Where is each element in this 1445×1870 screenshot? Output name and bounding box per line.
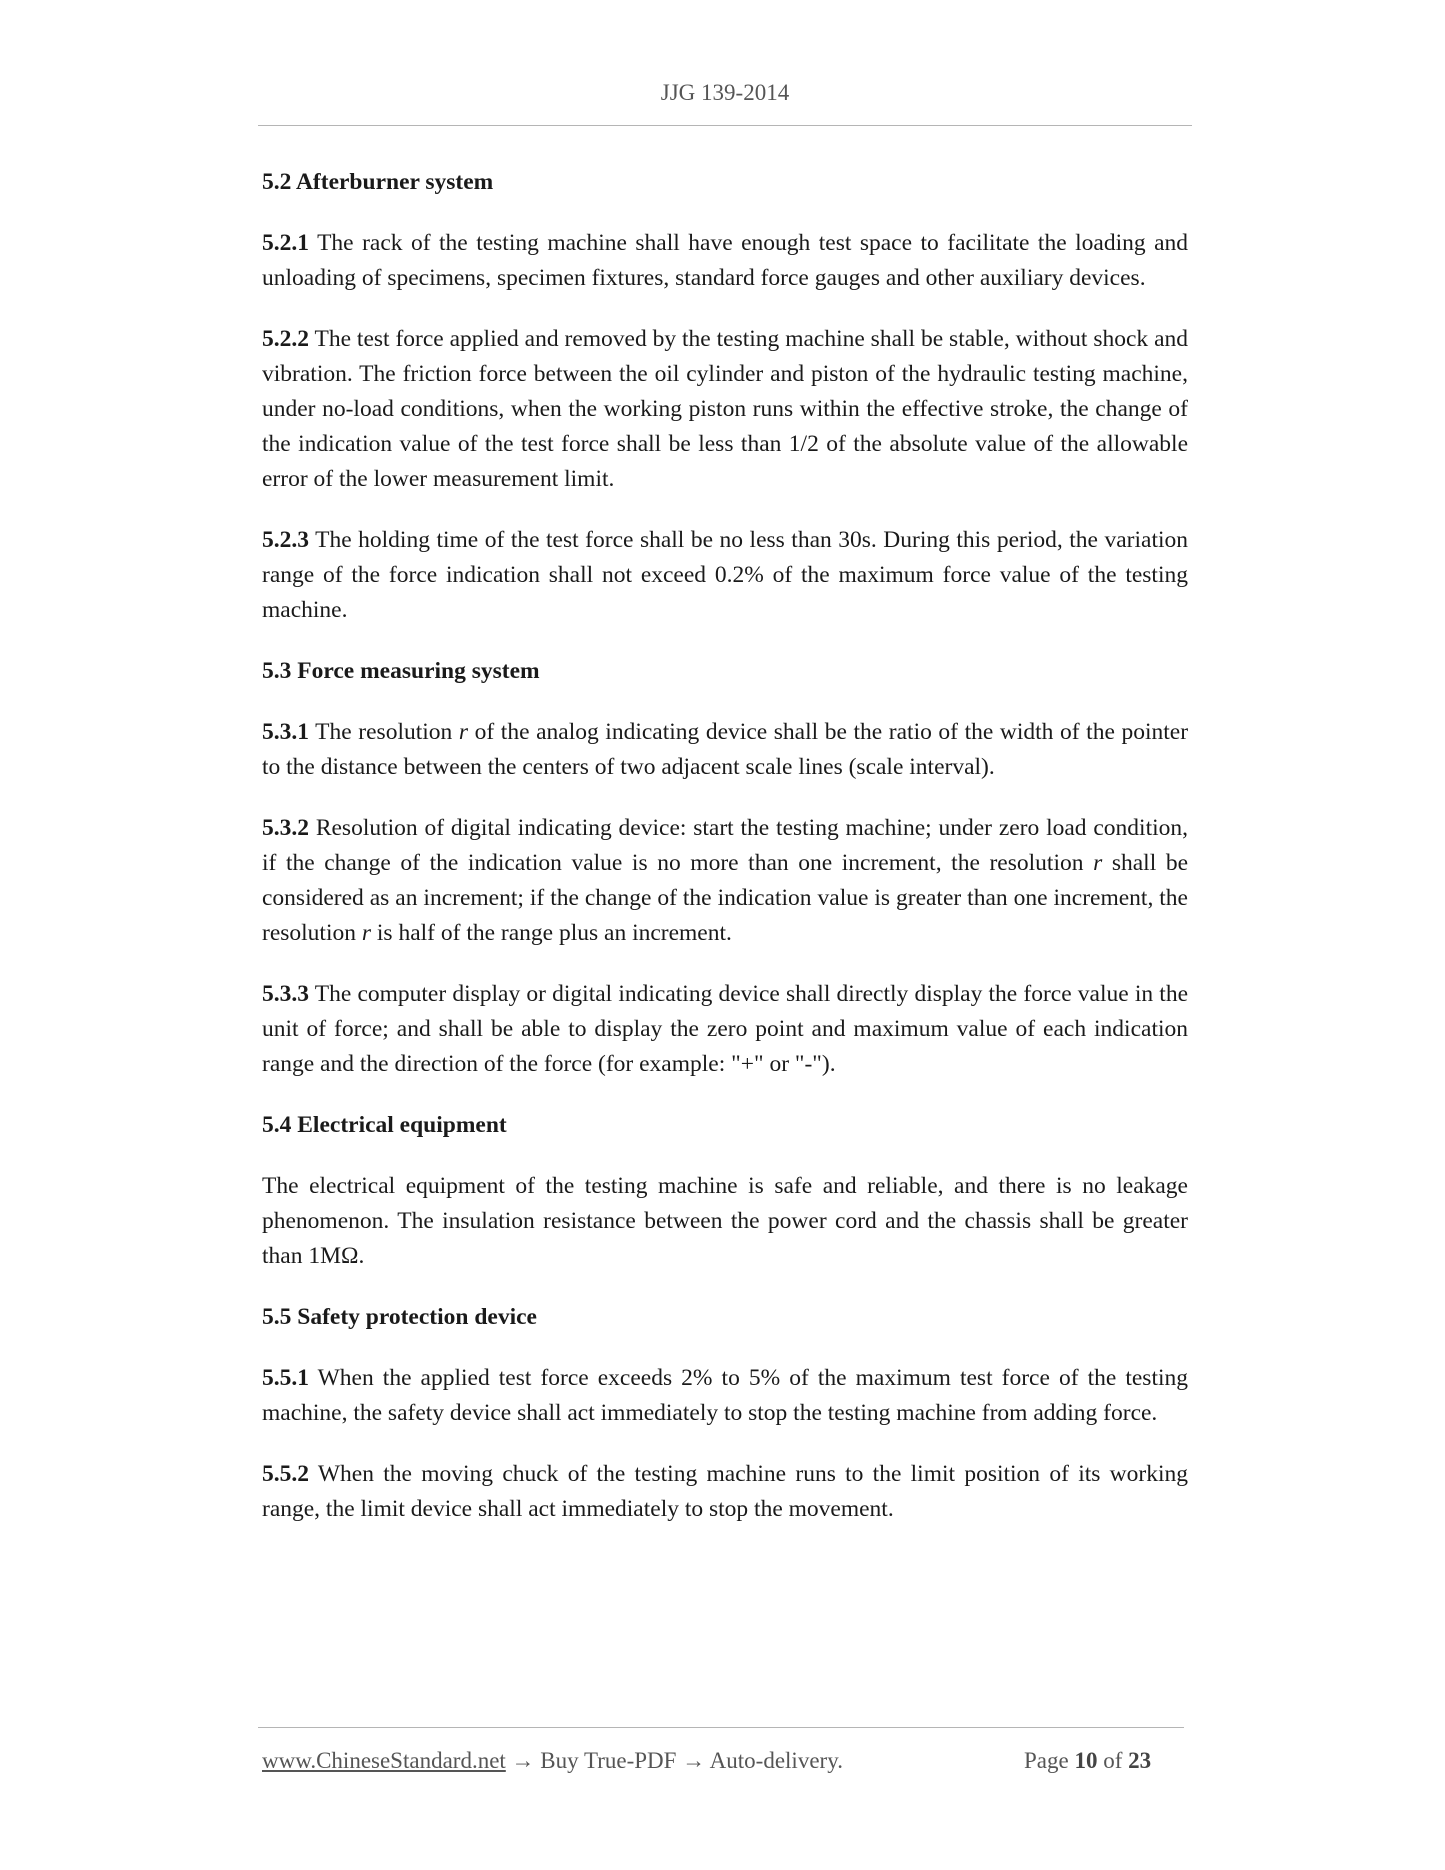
document-body bbox=[262, 165, 1188, 1553]
clause-text: The holding time of the test force shall be no less than 30s. During this period, the variation range of the force indication shall not exceed 0.2% of the maximum force value of the testing machine. bbox=[262, 527, 1188, 623]
section-heading: 5.5 Safety protection device bbox=[262, 1304, 537, 1330]
clause-number: 5.2.1 bbox=[262, 230, 309, 256]
footer-divider bbox=[258, 1727, 1184, 1728]
variable-r: r bbox=[1093, 850, 1103, 876]
variable-r: r bbox=[361, 920, 372, 946]
clause-text: of the analog indicating device shall be the ratio of the width of the pointer to the distance between the centers of two adjacent scale lines (scale interval). bbox=[262, 719, 1189, 780]
auto-delivery-text: Auto-delivery. bbox=[709, 1748, 843, 1773]
website-link[interactable]: www.ChineseStandard.net bbox=[262, 1748, 506, 1773]
header-divider bbox=[258, 125, 1192, 126]
page-label: Page bbox=[1024, 1748, 1069, 1773]
clause-number: 5.3.2 bbox=[262, 815, 309, 841]
clause-5-4 bbox=[262, 1169, 1188, 1274]
clause-5-2-1 bbox=[262, 226, 1188, 296]
buy-pdf-text: Buy True-PDF bbox=[540, 1748, 677, 1773]
footer-promo bbox=[262, 1748, 843, 1774]
clause-5-5-2 bbox=[262, 1457, 1188, 1527]
clause-5-3-2 bbox=[262, 811, 1188, 951]
clause-text: When the applied test force exceeds 2% to 5% of the maximum test force of the testing machine, the safety device shall act immediately to stop the testing machine from adding force. bbox=[262, 1365, 1188, 1426]
clause-number: 5.3.3 bbox=[262, 981, 309, 1007]
page-indicator bbox=[1024, 1748, 1151, 1774]
clause-number: 5.3.1 bbox=[262, 719, 309, 745]
clause-number: 5.5.2 bbox=[262, 1461, 309, 1487]
page-number: 10 bbox=[1074, 1748, 1098, 1773]
page-total: 23 bbox=[1128, 1748, 1152, 1773]
clause-number: 5.2.2 bbox=[262, 326, 309, 352]
clause-text: The test force applied and removed by the testing machine shall be stable, without shock and vibration. The friction force between the oil cylinder and piston of the hydraulic testing machine, under no-load conditions, when the working piston runs within the effective stroke, the change of the indication value of the test force shall be less than 1/2 of the absolute value of the allowable error of the lower measurement limit. bbox=[262, 326, 1188, 492]
clause-text: The electrical equipment of the testing machine is safe and reliable, and there is no leakage phenomenon. The insulation resistance between the power cord and the chassis shall be greater than 1MΩ. bbox=[262, 1173, 1188, 1269]
clause-number: 5.2.3 bbox=[262, 527, 309, 553]
clause-5-3-3 bbox=[262, 977, 1188, 1082]
variable-r: r bbox=[458, 719, 469, 745]
clause-text: is half of the range plus an increment. bbox=[376, 920, 732, 946]
section-heading: 5.4 Electrical equipment bbox=[262, 1112, 507, 1138]
clause-number: 5.5.1 bbox=[262, 1365, 309, 1391]
clause-5-3-1 bbox=[262, 715, 1188, 785]
clause-text: The rack of the testing machine shall have enough test space to facilitate the loading and unloading of specimens, specimen fixtures, standard force gauges and other auxiliary devices. bbox=[262, 230, 1189, 291]
clause-5-2-3 bbox=[262, 523, 1188, 628]
of-label: of bbox=[1103, 1748, 1123, 1773]
clause-5-2-2 bbox=[262, 322, 1188, 497]
section-heading: 5.3 Force measuring system bbox=[262, 658, 540, 684]
clause-text: When the moving chuck of the testing machine runs to the limit position of its working range, the limit device shall act immediately to stop the movement. bbox=[262, 1461, 1188, 1522]
arrow-right-icon: → bbox=[682, 1748, 706, 1773]
clause-text: shall be considered as an increment; if the change of the indication value is greater than one increment, the resolution bbox=[262, 850, 1189, 946]
section-heading: 5.2 Afterburner system bbox=[262, 169, 494, 195]
clause-text: The resolution bbox=[315, 719, 453, 745]
page-header-title: JJG 139-2014 bbox=[660, 80, 790, 105]
clause-text: The computer display or digital indicating device shall directly display the force value in the unit of force; and shall be able to display the zero point and maximum value of each indication range and the direction of the force (for example: "+" or "-"). bbox=[262, 981, 1188, 1077]
clause-5-5-1 bbox=[262, 1361, 1188, 1431]
arrow-right-icon: → bbox=[511, 1748, 535, 1773]
clause-text: Resolution of digital indicating device: start the testing machine; under zero load condition, if the change of the indication value is no more than one increment, the resolution bbox=[262, 815, 1188, 876]
